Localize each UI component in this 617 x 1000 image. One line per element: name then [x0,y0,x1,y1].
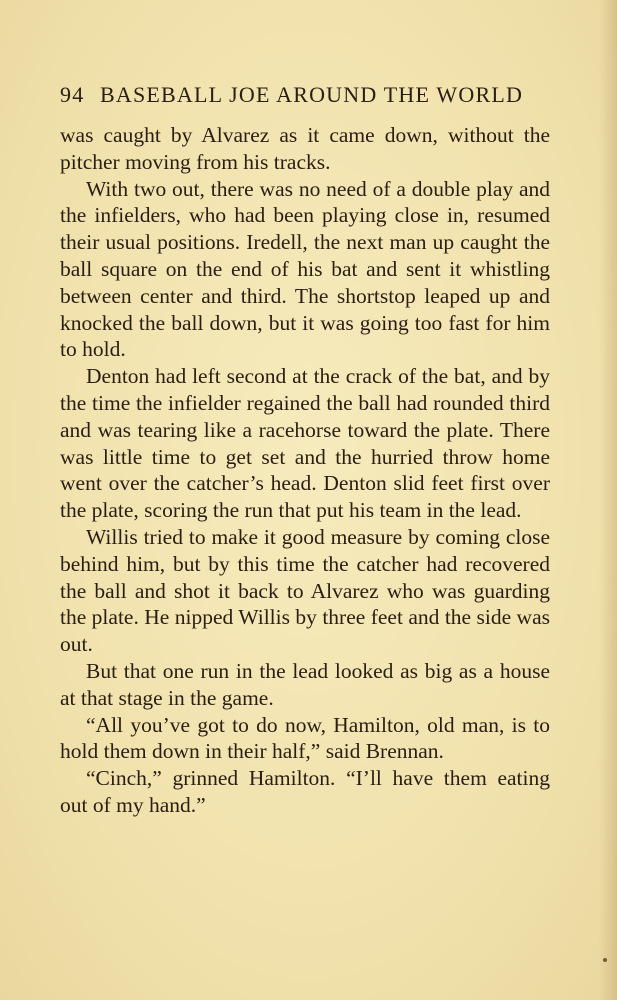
body-text [60,122,550,819]
paragraph: “Cinch,” grinned Hamilton. “I’ll have them eating out of my hand.” [60,766,550,817]
paragraph: Willis tried to make it good measure by coming close behind him, but by this time the catcher had recovered the ball and shot it back to Alvarez who was guarding the plate. He nipped Willis by three feet and the side was out. [60,524,550,657]
page-number: 94 [60,82,85,107]
paper-speck [603,958,607,962]
running-head: BASEBALL JOE AROUND THE WORLD [100,82,524,107]
page-header [60,80,552,112]
paragraph: Denton had left second at the crack of the bat, and by the time the infielder regained the ball had rounded third and was tearing like a racehorse toward the plate. There was little time to get set and the hurried throw home went over the catcher’s head. Denton slid feet first over the plate, scoring the run that put his team in the lead. [60,364,550,523]
paragraph: was caught by Alvarez as it came down, without the pitcher moving from his tracks. [60,123,550,174]
paragraph: With two out, there was no need of a double play and the infielders, who had been playing close in, resumed their usual positions. Iredell, the next man up caught the ball square on the end of his bat and sent it whistling between center and third. The shortstop leaped up and knocked the ball down, but it was going too fast for him to hold. [60,176,550,362]
page-edge-shadow [599,0,617,1000]
paragraph: “All you’ve got to do now, Hamilton, old man, is to hold them down in their half,” said Brennan. [60,712,550,764]
paragraph: But that one run in the lead looked as big as a house at that stage in the game. [60,658,550,710]
